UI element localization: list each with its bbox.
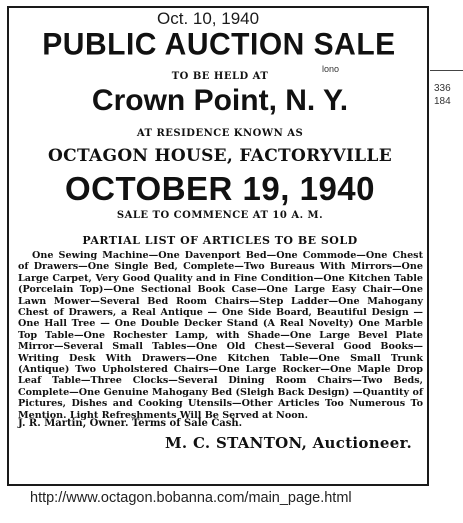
handwritten-date: Oct. 10, 1940 <box>157 9 260 28</box>
city-title: Crown Point, N. Y. <box>91 84 349 117</box>
source-url: http://www.octagon.bobanna.com/main_page.html <box>30 490 352 506</box>
headline: PUBLIC AUCTION SALE <box>42 27 396 62</box>
scrap-fragment: 184 <box>434 96 451 107</box>
articles-list <box>18 250 423 421</box>
sale-date: OCTOBER 19, 1940 <box>64 170 376 207</box>
held-at-line: TO BE HELD AT <box>171 71 269 82</box>
residence-label: AT RESIDENCE KNOWN AS <box>136 128 304 139</box>
list-heading: PARTIAL LIST OF ARTICLES TO BE SOLD <box>82 234 358 247</box>
owner-terms-line: J. R. Martin, Owner. Terms of Sale Cash. <box>18 418 243 429</box>
scrap-fragment: 336 <box>434 83 451 94</box>
sale-time: SALE TO COMMENCE AT 10 A. M. <box>116 210 324 221</box>
auctioneer-signature: M. C. STANTON, Auctioneer. <box>165 434 412 452</box>
edge-rule <box>430 70 463 71</box>
scrap-fragment: lono <box>322 64 340 74</box>
articles-paragraph: One Sewing Machine—One Davenport Bed—One Commode—One Chest of Drawers—One Single Bed, Complete—Two Bureaus With Mirrors—One Large Carpet, Very Good Quality and in Fine Condition—One Kitchen Table (Porcelain Top)—One Sectional Book Case—One Large Easy Chair—One Lawn Mower—Several Bed Room Chairs—Step Ladder—One Mahogany Chest of Drawers, a Real Antique — One Side Board, Beautiful Design — One Hall Tree — One Double Decker Stand (A Real Novelty) One Marble Top Table—One Rochester Lamp, with Shade—One Large Bevel Plate Mirror—Several Small Tables—One Old Chest—Several Good Books—Writing Desk With Drawers—One Kitchen Table—One Small Trunk (Antique) Two Upholstered Chairs—One Large Rocker—One Maple Drop Leaf Table—Three Clocks—Several Dining Room Chairs—Two Beds, Complete—One Genuine Mahogany Bed (Sleigh Back Design) —Quantity of Pictures, Dishes and Cooking Utensils—Other Articles Too Numerous To Mention. Light Refreshments Will Be Served at Noon. <box>18 250 423 421</box>
residence-name: OCTAGON HOUSE, FACTORYVILLE <box>48 146 392 166</box>
